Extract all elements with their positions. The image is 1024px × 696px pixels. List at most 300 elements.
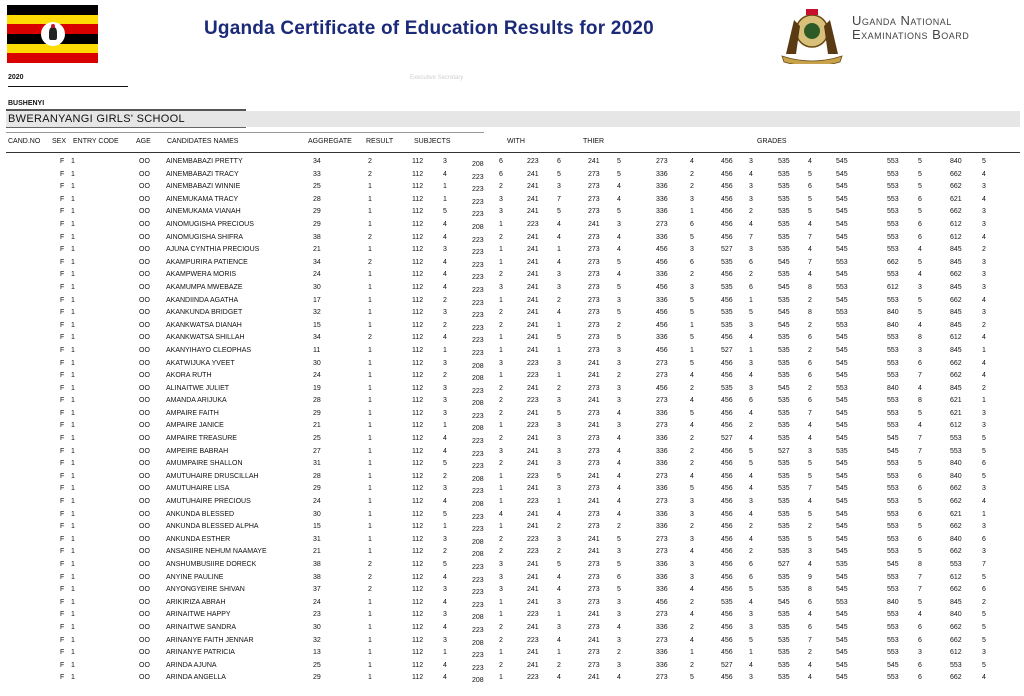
candidate-name-cell: AJUNA CYNTHIA PRECIOUS [166,246,260,254]
grade-cell: 5 [982,158,986,165]
grade-cell: 2 [443,321,447,329]
subject-code-cell: 273 [656,535,668,543]
grade-cell: 5 [749,586,753,594]
sex-cell: F [60,548,65,556]
age-cell: OO [139,649,150,657]
subject-code-cell: 223 [527,498,539,506]
subject-code-cell: 241 [527,598,539,606]
age-cell: OO [139,258,150,266]
aggregate-cell: 21 [313,246,321,254]
subject-code-cell: 545 [836,661,848,669]
grade-cell: 5 [918,309,922,317]
subject-code-cell: 535 [778,498,790,506]
grade-cell: 4 [557,636,561,644]
subject-code-cell: 241 [588,397,600,405]
table-row [0,270,1024,283]
grade-cell: 4 [808,158,812,165]
grade-cell: 5 [808,195,812,203]
subject-code-cell: 273 [588,460,600,468]
grade-cell: 4 [808,498,812,506]
subject-code-cell: 273 [588,195,600,203]
candidate-name-cell: AKAMPWERA MORIS [166,271,237,279]
candidate-name-cell: ANYINE PAULINE [166,573,224,581]
grade-cell: 5 [982,472,986,480]
subject-code-cell: 456 [656,321,668,329]
grade-cell: 6 [918,674,922,682]
subject-code-cell: 223 [472,412,484,420]
table-row [0,157,1024,170]
subject-code-cell: 112 [412,309,424,317]
candidate-name-cell: AMPEIRE BABRAH [166,447,229,455]
grade-cell: 4 [557,220,561,228]
subject-code-cell: 112 [412,447,424,455]
subject-code-cell: 336 [656,296,668,304]
aggregate-cell: 29 [313,485,321,493]
grade-cell: 7 [918,586,922,594]
result-cell: 1 [368,346,372,354]
subject-code-cell: 241 [588,422,600,430]
subject-code-cell: 223 [472,274,484,282]
subject-code-cell: 336 [656,195,668,203]
grade-cell: 2 [690,598,694,606]
subject-code-cell: 223 [472,526,484,534]
grade-cell: 1 [499,674,503,682]
subject-code-cell: 112 [412,498,424,506]
grade-cell: 1 [499,472,503,480]
grade-cell: 2 [749,422,753,430]
entry-code-cell: 1 [71,598,75,606]
grade-cell: 3 [749,246,753,254]
subject-code-cell: 273 [588,296,600,304]
grade-cell: 2 [808,649,812,657]
subject-code-cell: 336 [656,523,668,531]
subject-code-cell: 241 [527,246,539,254]
subject-code-cell: 535 [778,359,790,367]
grade-cell: 7 [808,233,812,241]
grade-cell: 4 [617,674,621,682]
grade-cell: 1 [982,397,986,405]
subject-code-cell: 553 [887,195,899,203]
grade-cell: 2 [749,548,753,556]
aggregate-cell: 15 [313,321,321,329]
grade-cell: 1 [499,220,503,228]
result-cell: 1 [368,611,372,619]
subject-code-cell: 535 [721,309,733,317]
subject-code-cell: 273 [588,435,600,443]
grade-cell: 3 [982,548,986,556]
subject-code-cell: 612 [950,334,962,342]
col-result: RESULT [366,138,394,145]
subject-code-cell: 535 [778,409,790,417]
grade-cell: 2 [557,548,561,556]
subject-code-cell: 241 [527,649,539,657]
aggregate-cell: 30 [313,510,321,518]
subject-code-cell: 456 [656,309,668,317]
age-cell: OO [139,523,150,531]
candidate-name-cell: AMUTUHAIRE LISA [166,485,230,493]
sex-cell: F [60,346,65,354]
subject-code-cell: 241 [527,661,539,669]
candidate-name-cell: ARINANYE FAITH JENNAR [166,636,254,644]
subject-code-cell: 553 [887,460,899,468]
subject-code-cell: 208 [472,362,484,370]
age-cell: OO [139,346,150,354]
grade-cell: 4 [982,233,986,241]
grade-cell: 8 [918,561,922,568]
grade-cell: 7 [808,636,812,644]
result-cell: 2 [368,573,372,581]
subject-code-cell: 840 [950,460,962,468]
grade-cell: 4 [982,372,986,380]
grade-cell: 3 [499,359,503,367]
subject-code-cell: 553 [887,346,899,354]
exam-year: 2020 [8,74,24,81]
aggregate-cell: 29 [313,674,321,682]
result-cell: 1 [368,397,372,405]
aggregate-cell: 24 [313,271,321,279]
table-row [0,661,1024,674]
age-cell: OO [139,309,150,317]
subject-code-cell: 112 [412,183,424,191]
grade-cell: 4 [617,195,621,203]
subject-code-cell: 223 [527,372,539,380]
grade-cell: 3 [443,309,447,317]
grade-cell: 4 [808,246,812,254]
subject-code-cell: 545 [836,183,848,191]
grade-cell: 5 [918,498,922,506]
subject-code-cell: 553 [887,636,899,644]
grade-cell: 1 [982,510,986,518]
candidate-name-cell: AINEMBABAZI TRACY [166,170,239,178]
subject-code-cell: 223 [472,438,484,446]
subject-code-cell: 112 [412,246,424,254]
subject-code-cell: 223 [527,636,539,644]
subject-code-cell: 662 [950,296,962,304]
subject-code-cell: 535 [721,384,733,392]
grade-cell: 5 [749,447,753,455]
subject-code-cell: 527 [721,435,733,443]
grade-cell: 5 [690,334,694,342]
candidate-name-cell: AMUMPAIRE SHALLON [166,460,243,468]
results-table [0,157,1024,686]
subject-code-cell: 545 [836,535,848,543]
grade-cell: 3 [499,573,503,581]
subject-code-cell: 273 [588,447,600,455]
table-row [0,333,1024,346]
grade-cell: 4 [443,674,447,682]
grade-cell: 1 [443,195,447,203]
aggregate-cell: 32 [313,636,321,644]
subject-code-cell: 112 [412,346,424,354]
subject-code-cell: 223 [472,286,484,294]
subject-code-cell: 527 [721,246,733,254]
subject-code-cell: 336 [656,661,668,669]
subject-code-cell: 553 [887,498,899,506]
grade-cell: 4 [443,233,447,241]
grade-cell: 3 [443,397,447,405]
grade-cell: 3 [443,586,447,594]
subject-code-cell: 241 [527,258,539,266]
grade-cell: 3 [499,586,503,594]
subject-code-cell: 223 [527,158,539,165]
grade-cell: 3 [557,397,561,405]
subject-code-cell: 535 [778,623,790,631]
grade-cell: 3 [749,384,753,392]
subject-code-cell: 545 [836,623,848,631]
aggregate-cell: 34 [313,334,321,342]
aggregate-cell: 34 [313,258,321,266]
subject-code-cell: 112 [412,359,424,367]
subject-code-cell: 223 [527,422,539,430]
grade-cell: 4 [808,435,812,443]
subject-code-cell: 553 [887,233,899,241]
aggregate-cell: 33 [313,170,321,178]
grade-cell: 5 [918,598,922,606]
subject-code-cell: 545 [836,271,848,279]
grade-cell: 3 [617,598,621,606]
table-row [0,510,1024,523]
col-grades: GRADES [757,138,787,145]
table-row [0,346,1024,359]
table-row [0,547,1024,560]
grade-cell: 3 [557,435,561,443]
subject-code-cell: 112 [412,485,424,493]
table-row [0,207,1024,220]
subject-code-cell: 273 [588,661,600,669]
subject-code-cell: 456 [721,158,733,165]
grade-cell: 6 [808,397,812,405]
entry-code-cell: 1 [71,535,75,543]
grade-cell: 6 [499,158,503,165]
subject-code-cell: 241 [527,460,539,468]
grade-cell: 4 [443,598,447,606]
subject-code-cell: 662 [950,208,962,216]
candidate-name-cell: AKANKWATSA SHILLAH [166,334,245,342]
subject-code-cell: 535 [778,548,790,556]
age-cell: OO [139,296,150,304]
subject-code-cell: 273 [656,359,668,367]
entry-code-cell: 1 [71,384,75,392]
grade-cell: 2 [749,208,753,216]
subject-code-cell: 241 [527,271,539,279]
subject-code-cell: 336 [656,170,668,178]
grade-cell: 3 [918,346,922,354]
subject-code-cell: 336 [656,510,668,518]
school-name: BWERANYANGI GIRLS' SCHOOL [8,113,185,125]
subject-code-cell: 112 [412,611,424,619]
subject-code-cell: 535 [778,510,790,518]
subject-code-cell: 553 [887,372,899,380]
subject-code-cell: 456 [721,372,733,380]
subject-code-cell: 223 [472,299,484,307]
grade-cell: 5 [617,334,621,342]
grade-cell: 2 [443,296,447,304]
grade-cell: 2 [690,170,694,178]
grade-cell: 2 [499,623,503,631]
result-cell: 1 [368,372,372,380]
subject-code-cell: 545 [836,548,848,556]
subject-code-cell: 273 [588,309,600,317]
subject-code-cell: 241 [588,636,600,644]
table-row [0,233,1024,246]
grade-cell: 7 [918,372,922,380]
candidate-name-cell: AKANKWATSA DIANAH [166,321,242,329]
subject-code-cell: 535 [778,271,790,279]
subject-code-cell: 112 [412,510,424,518]
grade-cell: 4 [443,661,447,669]
entry-code-cell: 1 [71,623,75,631]
subject-code-cell: 273 [588,586,600,594]
entry-code-cell: 1 [71,183,75,191]
grade-cell: 2 [499,636,503,644]
sex-cell: F [60,334,65,342]
subject-code-cell: 223 [472,337,484,345]
grade-cell: 5 [749,309,753,317]
candidate-name-cell: AMPAIRE FAITH [166,409,219,417]
grade-cell: 4 [617,472,621,480]
sex-cell: F [60,359,65,367]
subject-code-cell: 456 [721,359,733,367]
entry-code-cell: 1 [71,208,75,216]
age-cell: OO [139,447,150,455]
grade-cell: 5 [443,208,447,216]
subject-code-cell: 273 [656,422,668,430]
grade-cell: 7 [808,409,812,417]
subject-code-cell: 456 [721,447,733,455]
age-cell: OO [139,674,150,682]
subject-code-cell: 535 [778,372,790,380]
grade-cell: 1 [499,649,503,657]
grade-cell: 4 [617,233,621,241]
sex-cell: F [60,183,65,191]
table-row [0,623,1024,636]
sex-cell: F [60,561,65,568]
subject-code-cell: 456 [721,220,733,228]
grade-cell: 3 [499,447,503,455]
grade-cell: 4 [690,548,694,556]
subject-code-cell: 553 [887,422,899,430]
result-cell: 1 [368,435,372,443]
grade-cell: 5 [617,309,621,317]
subject-code-cell: 553 [836,283,848,291]
grade-cell: 4 [443,258,447,266]
subject-code-cell: 336 [656,573,668,581]
table-row [0,459,1024,472]
col-entry-code: ENTRY CODE [73,138,119,145]
subject-code-cell: 208 [472,551,484,559]
grade-cell: 4 [617,246,621,254]
grade-cell: 6 [749,573,753,581]
grade-cell: 5 [557,334,561,342]
grade-cell: 2 [499,384,503,392]
subject-code-cell: 621 [950,195,962,203]
subject-code-cell: 845 [950,598,962,606]
age-cell: OO [139,372,150,380]
sex-cell: F [60,472,65,480]
subject-code-cell: 241 [527,346,539,354]
grade-cell: 6 [749,283,753,291]
grade-cell: 5 [617,258,621,266]
aggregate-cell: 11 [313,346,321,354]
subject-code-cell: 456 [721,586,733,594]
subject-code-cell: 208 [472,161,484,168]
subject-code-cell: 223 [472,664,484,672]
grade-cell: 4 [617,485,621,493]
grade-cell: 4 [749,409,753,417]
grade-cell: 2 [690,384,694,392]
aggregate-cell: 25 [313,435,321,443]
grade-cell: 3 [749,359,753,367]
subject-code-cell: 545 [836,586,848,594]
candidate-name-cell: AKAMPURIRA PATIENCE [166,258,248,266]
grade-cell: 4 [982,498,986,506]
aggregate-cell: 38 [313,561,321,568]
subject-code-cell: 273 [588,183,600,191]
grade-cell: 3 [617,359,621,367]
entry-code-cell: 1 [71,498,75,506]
grade-cell: 6 [918,636,922,644]
table-row [0,648,1024,661]
grade-cell: 6 [808,598,812,606]
grade-cell: 3 [499,208,503,216]
subject-code-cell: 112 [412,460,424,468]
grade-cell: 3 [617,422,621,430]
subject-code-cell: 662 [950,271,962,279]
subject-code-cell: 553 [887,485,899,493]
grade-cell: 3 [557,271,561,279]
subject-code-cell: 273 [588,573,600,581]
grade-cell: 4 [749,661,753,669]
entry-code-cell: 1 [71,271,75,279]
grade-cell: 4 [808,271,812,279]
uganda-flag [7,5,98,63]
subject-code-cell: 273 [588,485,600,493]
entry-code-cell: 1 [71,170,75,178]
table-row [0,573,1024,586]
table-row [0,497,1024,510]
entry-code-cell: 1 [71,220,75,228]
subject-code-cell: 208 [472,223,484,231]
entry-code-cell: 1 [71,548,75,556]
aggregate-cell: 29 [313,409,321,417]
table-row [0,182,1024,195]
subject-code-cell: 553 [836,321,848,329]
grade-cell: 6 [918,220,922,228]
subject-code-cell: 241 [527,561,539,568]
aggregate-cell: 30 [313,359,321,367]
grade-cell: 5 [982,573,986,581]
grade-cell: 6 [557,158,561,165]
grade-cell: 3 [690,283,694,291]
grade-cell: 6 [808,359,812,367]
grade-cell: 3 [982,649,986,657]
subject-code-cell: 553 [950,447,962,455]
grade-cell: 6 [982,460,986,468]
subject-code-cell: 535 [721,598,733,606]
grade-cell: 3 [557,283,561,291]
age-cell: OO [139,397,150,405]
subject-code-cell: 545 [836,636,848,644]
subject-code-cell: 273 [588,170,600,178]
subject-code-cell: 223 [472,173,484,181]
result-cell: 1 [368,409,372,417]
subject-code-cell: 545 [836,296,848,304]
grade-cell: 9 [808,573,812,581]
grade-cell: 7 [808,485,812,493]
aggregate-cell: 30 [313,623,321,631]
subject-code-cell: 553 [836,258,848,266]
subject-code-cell: 223 [527,535,539,543]
